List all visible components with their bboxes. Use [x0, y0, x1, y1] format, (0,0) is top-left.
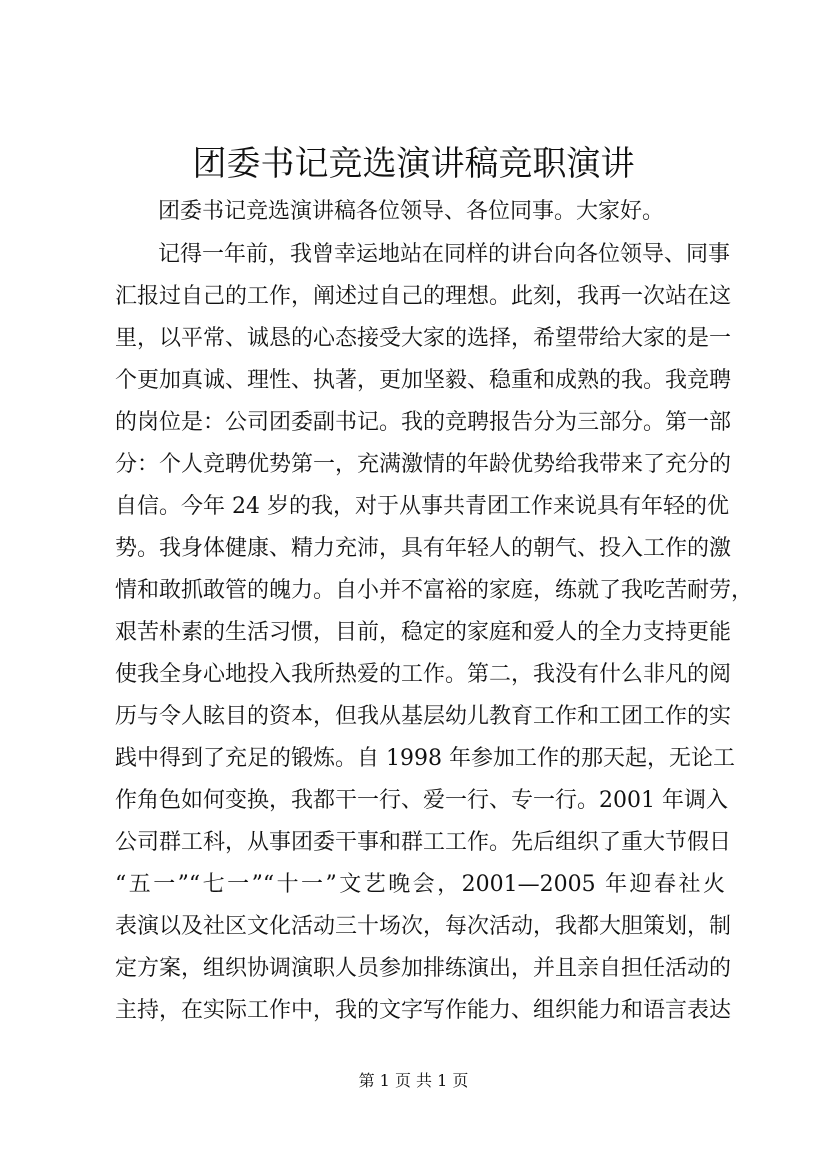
document-title: 团委书记竞选演讲稿竞职演讲 — [192, 144, 635, 184]
page-footer: 第 1 页 共 1 页 — [358, 1071, 469, 1090]
paragraph-line-11: 艰苦朴素的生活习惯，目前，稳定的家庭和爱人的全力支持更能 — [115, 620, 732, 645]
paragraph-line-1: 团委书记竞选演讲稿各位领导、各位同事。大家好。 — [158, 199, 665, 224]
paragraph-line-5: 个更加真诚、理性、执著，更加坚毅、稳重和成熟的我。我竞聘 — [115, 368, 732, 393]
paragraph-line-20: 主持，在实际工作中，我的文字写作能力、组织能力和语言表达 — [115, 998, 732, 1023]
paragraph-line-4: 里，以平常、诚恳的心态接受大家的选择，希望带给大家的是一 — [115, 326, 732, 351]
paragraph-line-8: 自信。今年 24 岁的我，对于从事共青团工作来说具有年轻的优 — [115, 494, 729, 519]
paragraph-line-7: 分：个人竞聘优势第一，充满激情的年龄优势给我带来了充分的 — [115, 452, 732, 477]
paragraph-line-15: 作角色如何变换，我都干一行、爱一行、专一行。2001 年调入 — [115, 788, 728, 813]
paragraph-line-9: 势。我身体健康、精力充沛，具有年轻人的朝气、投入工作的激 — [115, 536, 732, 561]
paragraph-line-13: 历与令人眩目的资本，但我从基层幼儿教育工作和工团工作的实 — [115, 704, 732, 729]
paragraph-line-18: 表演以及社区文化活动三十场次，每次活动，我都大胆策划，制 — [115, 914, 732, 939]
paragraph-line-2: 记得一年前，我曾幸运地站在同样的讲台向各位领导、同事 — [158, 242, 731, 267]
paragraph-line-3: 汇报过自己的工作，阐述过自己的理想。此刻，我再一次站在这 — [115, 284, 732, 309]
paragraph-line-12: 使我全身心地投入我所热爱的工作。第二，我没有什么非凡的阅 — [115, 662, 732, 687]
paragraph-line-17: “五一”“七一”“十一”文艺晚会，2001—2005 年迎春社火 — [115, 872, 725, 897]
paragraph-line-16: 公司群工科，从事团委干事和群工工作。先后组织了重大节假日 — [115, 830, 732, 855]
paragraph-line-19: 定方案，组织协调演职人员参加排练演出，并且亲自担任活动的 — [115, 956, 732, 981]
paragraph-line-14: 践中得到了充足的锻炼。自 1998 年参加工作的那天起，无论工 — [115, 746, 735, 771]
paragraph-line-10: 情和敢抓敢管的魄力。自小并不富裕的家庭，练就了我吃苦耐劳， — [115, 578, 754, 603]
paragraph-line-6: 的岗位是：公司团委副书记。我的竞聘报告分为三部分。第一部 — [115, 410, 732, 435]
